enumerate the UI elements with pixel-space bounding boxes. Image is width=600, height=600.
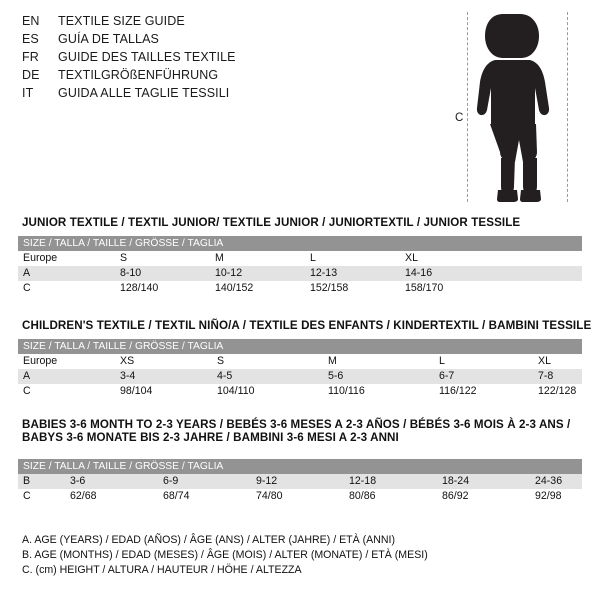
guide-line-right (567, 12, 568, 202)
col-size: M (210, 251, 305, 266)
col-label: Europe (18, 251, 115, 266)
cell-value: 14-16 (400, 266, 582, 281)
size-header-label: SIZE / TALLA / TAILLE / GRÖSSE / TAGLIA (18, 459, 582, 474)
cell-value: 10-12 (210, 266, 305, 281)
legend-line-a: A. AGE (YEARS) / EDAD (AÑOS) / ÂGE (ANS) / ALTER (JAHRE) / ETÀ (ANNI) (22, 534, 395, 546)
language-code: DE (22, 68, 40, 82)
row-label: C (18, 489, 65, 504)
row-label: A (18, 266, 115, 281)
junior-size-table (18, 236, 582, 296)
language-code: FR (22, 50, 39, 64)
legend-block (22, 533, 428, 578)
language-code: EN (22, 14, 40, 28)
col-label: Europe (18, 354, 115, 369)
guide-line-left (467, 12, 468, 202)
language-row-es (22, 32, 442, 50)
cell-value: 98/104 (115, 384, 212, 399)
col-size: XL (533, 354, 582, 369)
language-code: IT (22, 86, 34, 100)
col-size: S (212, 354, 323, 369)
cell-value: 158/170 (400, 281, 582, 296)
children-section-title: CHILDREN'S TEXTILE / TEXTIL NIÑO/A / TEXTILE DES ENFANTS / KINDERTEXTIL / BAMBINI TESSILE (22, 319, 592, 332)
cell-value: 12-13 (305, 266, 400, 281)
babies-size-table (18, 459, 582, 504)
cell-value: 116/122 (434, 384, 533, 399)
cell-value: 24-36 (530, 474, 582, 489)
cell-value: 68/74 (158, 489, 251, 504)
cell-value: 122/128 (533, 384, 582, 399)
table-row (18, 281, 582, 296)
col-size: XS (115, 354, 212, 369)
table-row (18, 489, 582, 504)
cell-value: 3-6 (65, 474, 158, 489)
cell-value: 3-4 (115, 369, 212, 384)
cell-value: 7-8 (533, 369, 582, 384)
language-header (22, 14, 442, 104)
cell-value: 80/86 (344, 489, 437, 504)
language-title: TEXTILE SIZE GUIDE (58, 14, 185, 28)
cell-value: 140/152 (210, 281, 305, 296)
children-size-table (18, 339, 582, 399)
toddler-silhouette-icon (473, 12, 565, 202)
cell-value: 9-12 (251, 474, 344, 489)
size-header-label: SIZE / TALLA / TAILLE / GRÖSSE / TAGLIA (18, 339, 582, 354)
language-title: GUIDA ALLE TAGLIE TESSILI (58, 86, 230, 100)
row-label: C (18, 281, 115, 296)
cell-value: 110/116 (323, 384, 434, 399)
col-size: XL (400, 251, 582, 266)
cell-value: 6-7 (434, 369, 533, 384)
legend-line-c: C. (cm) HEIGHT / ALTURA / HAUTEUR / HÖHE / ALTEZZA (22, 564, 302, 576)
col-size: S (115, 251, 210, 266)
cell-value: 8-10 (115, 266, 210, 281)
cell-value: 128/140 (115, 281, 210, 296)
language-title: GUIDE DES TAILLES TEXTILE (58, 50, 236, 64)
cell-value: 86/92 (437, 489, 530, 504)
cell-value: 5-6 (323, 369, 434, 384)
table-header-row (18, 236, 582, 251)
row-label: A (18, 369, 115, 384)
cell-value: 12-18 (344, 474, 437, 489)
cell-value: 74/80 (251, 489, 344, 504)
size-header-label: SIZE / TALLA / TAILLE / GRÖSSE / TAGLIA (18, 236, 582, 251)
cell-value: 6-9 (158, 474, 251, 489)
table-row (18, 266, 582, 281)
table-header-row (18, 339, 582, 354)
language-code: ES (22, 32, 39, 46)
col-size: M (323, 354, 434, 369)
language-row-de (22, 68, 442, 86)
height-measure-label: C (455, 112, 464, 124)
table-row (18, 369, 582, 384)
babies-section-title (22, 418, 570, 444)
table-row (18, 354, 582, 369)
col-size: L (305, 251, 400, 266)
col-size: L (434, 354, 533, 369)
language-title: TEXTILGRÖßENFÜHRUNG (58, 68, 219, 82)
table-row (18, 474, 582, 489)
table-header-row (18, 459, 582, 474)
cell-value: 4-5 (212, 369, 323, 384)
cell-value: 152/158 (305, 281, 400, 296)
table-row (18, 384, 582, 399)
row-label: C (18, 384, 115, 399)
legend-line-b: B. AGE (MONTHS) / EDAD (MESES) / ÂGE (MOIS) / ALTER (MONATE) / ETÀ (MESI) (22, 549, 428, 561)
language-row-fr (22, 50, 442, 68)
cell-value: 62/68 (65, 489, 158, 504)
cell-value: 18-24 (437, 474, 530, 489)
measurement-figure (455, 8, 585, 203)
junior-section-title: JUNIOR TEXTILE / TEXTIL JUNIOR/ TEXTILE JUNIOR / JUNIORTEXTIL / JUNIOR TESSILE (22, 216, 521, 229)
cell-value: 92/98 (530, 489, 582, 504)
babies-title-line-2: BABYS 3-6 MONATE BIS 2-3 JAHRE / BAMBINI 3-6 MESI A 2-3 ANNI (22, 431, 399, 444)
cell-value: 104/110 (212, 384, 323, 399)
language-row-en (22, 14, 442, 32)
row-label: B (18, 474, 65, 489)
language-row-it (22, 86, 442, 104)
language-title: GUÍA DE TALLAS (58, 32, 159, 46)
table-row (18, 251, 582, 266)
babies-title-line-1: BABIES 3-6 MONTH TO 2-3 YEARS / BEBÉS 3-6 MESES A 2-3 AÑOS / BÉBÉS 3-6 MOIS À 2-3 ANS / (22, 418, 571, 431)
